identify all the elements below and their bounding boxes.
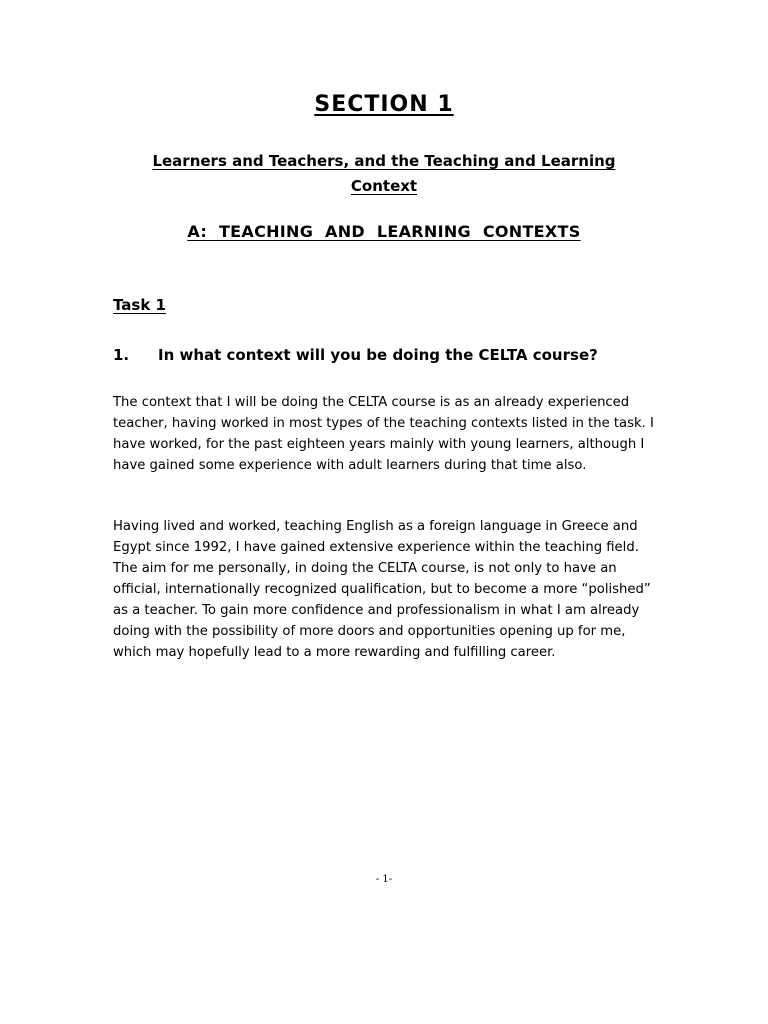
section-subtitle-text: Learners and Teachers, and the Teaching and Learning Context [152,152,616,195]
question-number: 1. [113,346,130,364]
answer-paragraph-2: Having lived and worked, teaching English as a foreign language in Greece and Egypt since 1992, I have gained extensive experience within the teaching field. The aim for me personally, in doing the CELTA course, is not only to have an official, internationally recognized qualification, but to become a more “polished” as a teacher. To gain more confidence and professionalism in what I am already doing with the possibility of more doors and opportunities opening up for me, which may hopefully lead to a more rewarding and fulfilling career. [113,519,651,660]
section-title [0,92,768,117]
answer-paragraph-1: The context that I will be doing the CELTA course is as an already experienced teacher, having worked in most types of the teaching contexts listed in the task. I have worked, for the past eighteen years mainly with young learners, although I have gained some experience with adult learners during that time also. [113,395,654,473]
question-text: In what context will you be doing the CELTA course? [158,346,598,364]
subheading-text: A: TEACHING AND LEARNING CONTEXTS [187,222,581,241]
question [113,346,598,364]
subheading [0,222,768,241]
task-label [113,296,166,314]
section-title-text: SECTION 1 [314,92,454,117]
section-subtitle [134,149,634,199]
task-label-text: Task 1 [113,296,166,314]
page-number: - 1- [375,874,393,885]
